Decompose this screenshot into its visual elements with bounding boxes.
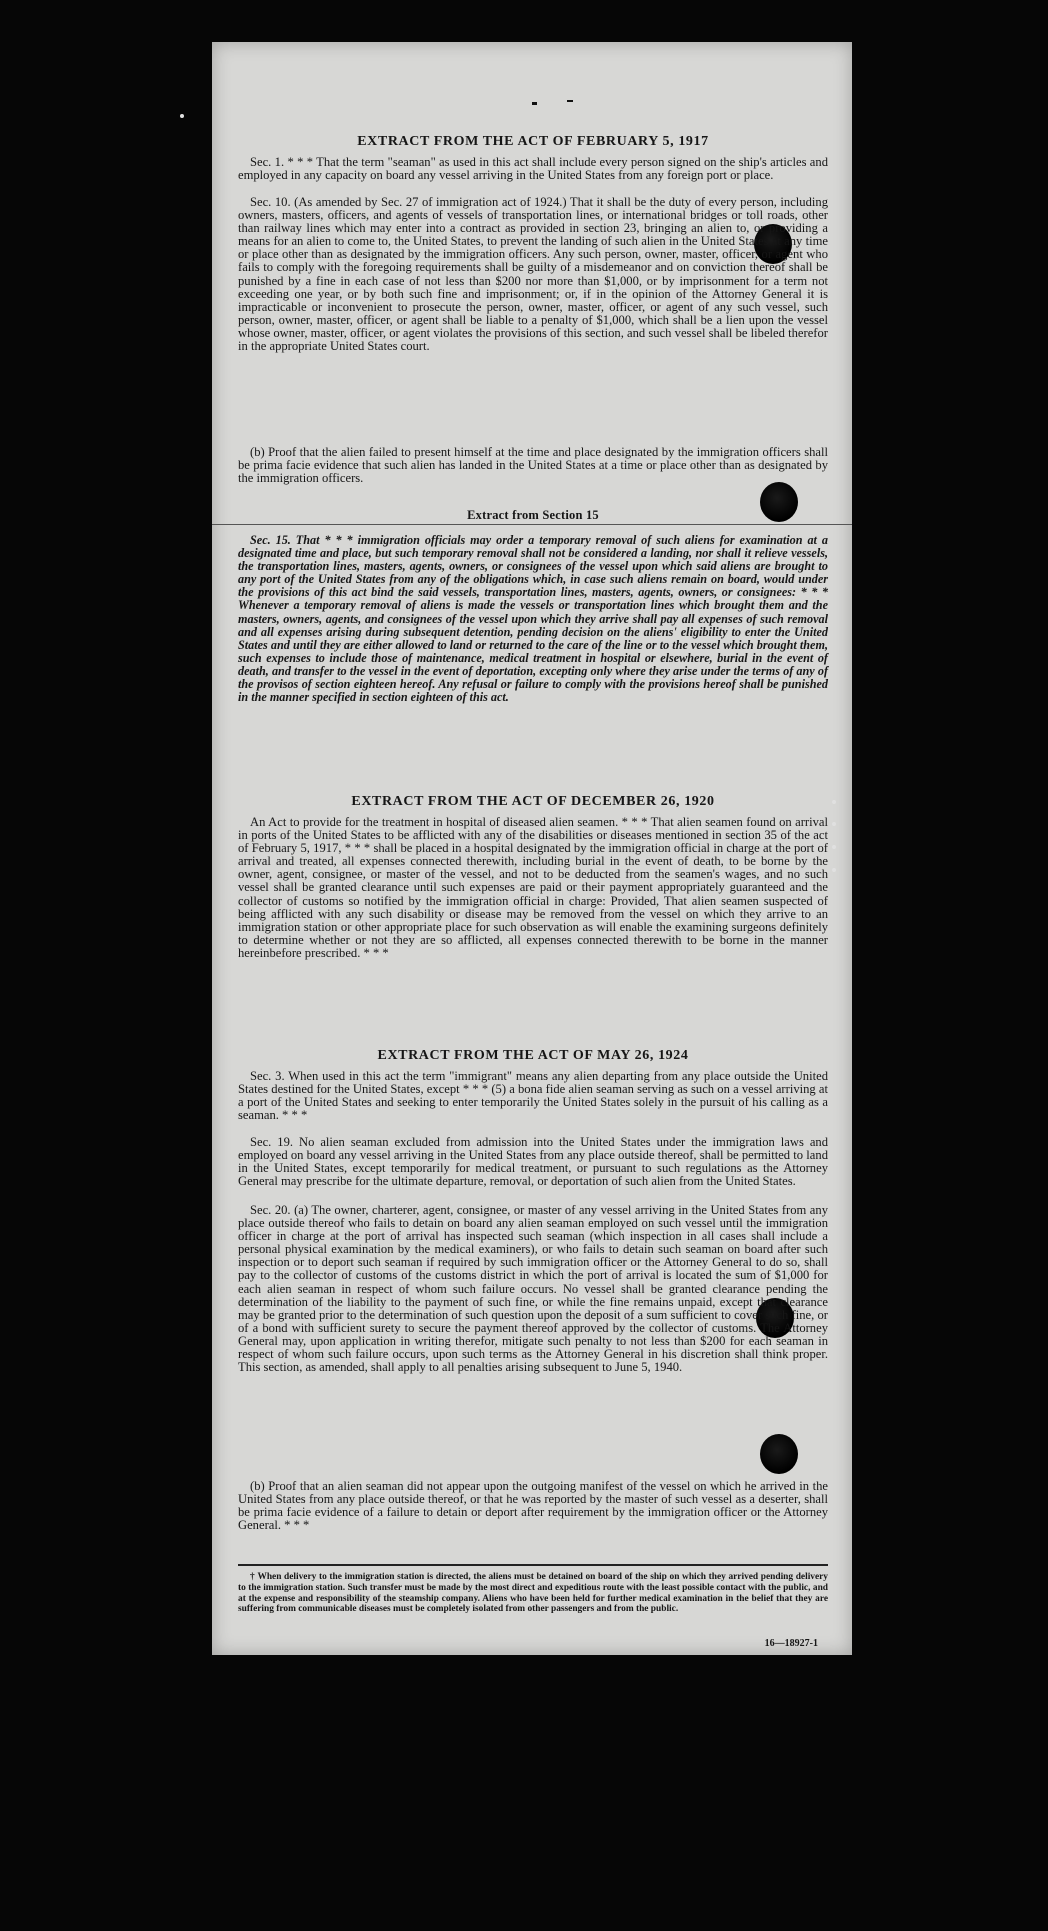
paragraph-act-1920: An Act to provide for the treatment in hospital of diseased alien seamen. * * * That alien seamen found on arrival in ports of the United States to be afflicted with any of the disabilities or diseases mentioned in section 35 of the act of February 5, 1917, * * * shall be placed in a hospital designated by the immigration official in charge at the port of arrival and treated, all expenses connected therewith, including burial in the event of death, to be borne by the owner, agent, consignee, or master of the vessel, and not to be deducted from the seamen's wages, and no such vessel shall be granted clearance until such expenses are paid or their payment appropriately guaranteed and the collector of customs so notified by the immigration official in charge: Provided, That alien seamen suspected of being afflicted with any such disability or disease may be removed from the vessel on which they arrive to an immigration station or other appropriate place for such observation as will enable the examining surgeons definitely to determine whether or not they are so afflicted, all expenses connected therewith to be borne in the manner hereinbefore prescribed. * * * (238, 815, 828, 960)
ink-speck (532, 102, 537, 105)
paragraph-sec-19: Sec. 19. No alien seaman excluded from admission into the United States under the immigration laws and employed on board any vessel arriving in the United States from any place outside thereof, shall be permitted to land in the United States, except temporarily for medical treatment, or pursuant to such regulations as the Attorney General may prescribe for the ultimate departure, removal, or deportation of such alien from the United States. (238, 1135, 828, 1189)
margin-mark (832, 822, 836, 826)
footnote-rule (238, 1564, 828, 1566)
heading-act-1920: EXTRACT FROM THE ACT OF DECEMBER 26, 1920 (351, 794, 715, 809)
paragraph-sec-3: Sec. 3. When used in this act the term "immigrant" means any alien departing from any place outside the United States destined for the United States, except * * * (5) a bona fide alien seaman serving as such on a vessel arriving at a port of the United States and seeking to enter temporarily the United States solely in the pursuit of his calling as a seaman. * * * (238, 1069, 828, 1123)
paragraph-sec-20-a: Sec. 20. (a) The owner, charterer, agent, consignee, or master of any vessel arriving in the United States from any place outside thereof who fails to detain on board any alien seaman employed on such vessel until the immigration officer in charge at the port of arrival has inspected such seaman (which inspection in all cases shall include a personal physical examination by the medical examiners), or who fails to detain such seaman on board after such inspection or to deport such seaman if required by such immigration officer or the Attorney General to do so, shall pay to the collector of customs of the customs district in which the port of arrival is located the sum of $1,000 for each alien seaman in respect of whom such failure occurs. No vessel shall be granted clearance pending the determination of the liability to the payment of such fine, or while the fine remains unpaid, except that clearance may be granted prior to the determination of such question upon the deposit of a sum sufficient to cover such fine, or of a bond with sufficient surety to secure the payment thereof approved by the collector of customs. The Attorney General may, upon application in writing therefor, mitigate such penalty to not less than $200 for each seaman in respect of whom such failure occurs, upon such terms as the Attorney General in his discretion shall think proper. This section, as amended, shall apply to all penalties arising subsequent to June 5, 1940. (238, 1203, 828, 1375)
section-divider (212, 524, 852, 525)
form-number: 16—18927-1 (764, 1638, 818, 1649)
paragraph-sec-10-b: (b) Proof that the alien failed to present himself at the time and place designated by the immigration officers shall be prima facie evidence that such alien has landed in the United States at a time or place other than as designated by the immigration officers. (238, 445, 828, 486)
punch-hole (760, 1434, 798, 1474)
heading-act-1917: EXTRACT FROM THE ACT OF FEBRUARY 5, 1917 (357, 134, 709, 149)
heading-section-15: Extract from Section 15 (467, 508, 599, 522)
margin-mark (832, 845, 836, 849)
margin-mark (832, 800, 836, 804)
margin-mark (832, 868, 836, 872)
paragraph-sec-10: Sec. 10. (As amended by Sec. 27 of immigration act of 1924.) That it shall be the duty of every person, including owners, masters, officers, and agents of vessels of transportation lines, or international bridges or toll roads, other than railway lines which may enter into a contract as provided in section 23, bringing an alien to, or providing a means for an alien to come to, the United States, to prevent the landing of such alien in the United States at any time or place other than as designated by the immigration officers. Any such person, owner, master, officer, or agent who fails to comply with the foregoing requirements shall be guilty of a misdemeanor and on conviction thereof shall be punished by a fine in each case of not less than $200 nor more than $1,000, or by imprisonment for a term not exceeding one year, or by both such fine and imprisonment; or, if in the opinion of the Attorney General it is impracticable or inconvenient to prosecute the person, owner, master, officer, or agent of any such vessel, such person, owner, master, officer, or agent shall be liable to a penalty of $1,000, which shall be a lien upon the vessel whose owner, master, officer, or agent violates the provisions of this section, and such vessel shall be libeled therefor in the appropriate United States court. (238, 195, 828, 354)
paragraph-sec-20-b: (b) Proof that an alien seaman did not appear upon the outgoing manifest of the vessel on which he arrived in the United States from any place outside thereof, or that he was reported by the master of such vessel as a deserter, shall be prima facie evidence of a failure to detain or deport after requirement by the immigration officer or the Attorney General. * * * (238, 1479, 828, 1533)
document-page (212, 42, 852, 1655)
margin-mark (180, 114, 184, 118)
paragraph-sec-15: Sec. 15. That * * * immigration officials may order a temporary removal of such aliens for examination at a designated time and place, but such temporary removal shall not be considered a landing, nor shall it relieve vessels, the transportation lines, masters, agents, owners, or consignees of the vessel upon which said aliens are brought to any port of the United States from any of the obligations which, in case such aliens remain on board, would under the provisions of this act bind the said vessels, transportation lines, masters, agents, owners, or consignees: * * * Whenever a temporary removal of aliens is made the vessels or transportation lines which brought them and the masters, owners, agents, and consignees of the vessel upon which they arrive shall pay all expenses of such removal and all expenses arising during subsequent detention, pending decision on the aliens' eligibility to enter the United States and until they are either allowed to land or returned to the care of the line or to the vessel which brought them, such expenses to include those of maintenance, medical treatment in hospital or elsewhere, burial in the event of death, and transfer to the vessel in the event of deportation, excepting only where they arise under the terms of any of the provisos of section eighteen hereof. Any refusal or failure to comply with the provisions hereof shall be punished in the manner specified in section eighteen of this act. (238, 533, 828, 705)
heading-act-1924: EXTRACT FROM THE ACT OF MAY 26, 1924 (377, 1048, 689, 1063)
paragraph-sec-1: Sec. 1. * * * That the term "seaman" as used in this act shall include every person signed on the ship's articles and employed in any capacity on board any vessel arriving in the United States from any foreign port or place. (238, 155, 828, 183)
ink-speck (567, 100, 573, 102)
footnote: † When delivery to the immigration station is directed, the aliens must be detained on board of the ship on which they arrived pending delivery to the immigration station. Such transfer must be made by the most direct and expeditious route with the least possible contact with the public, and at the expense and responsibility of the steamship company. Aliens who have been held for further medical examination in the belief that they are suffering from communicable diseases must be completely isolated from other passengers and from the public. (238, 1572, 828, 1615)
